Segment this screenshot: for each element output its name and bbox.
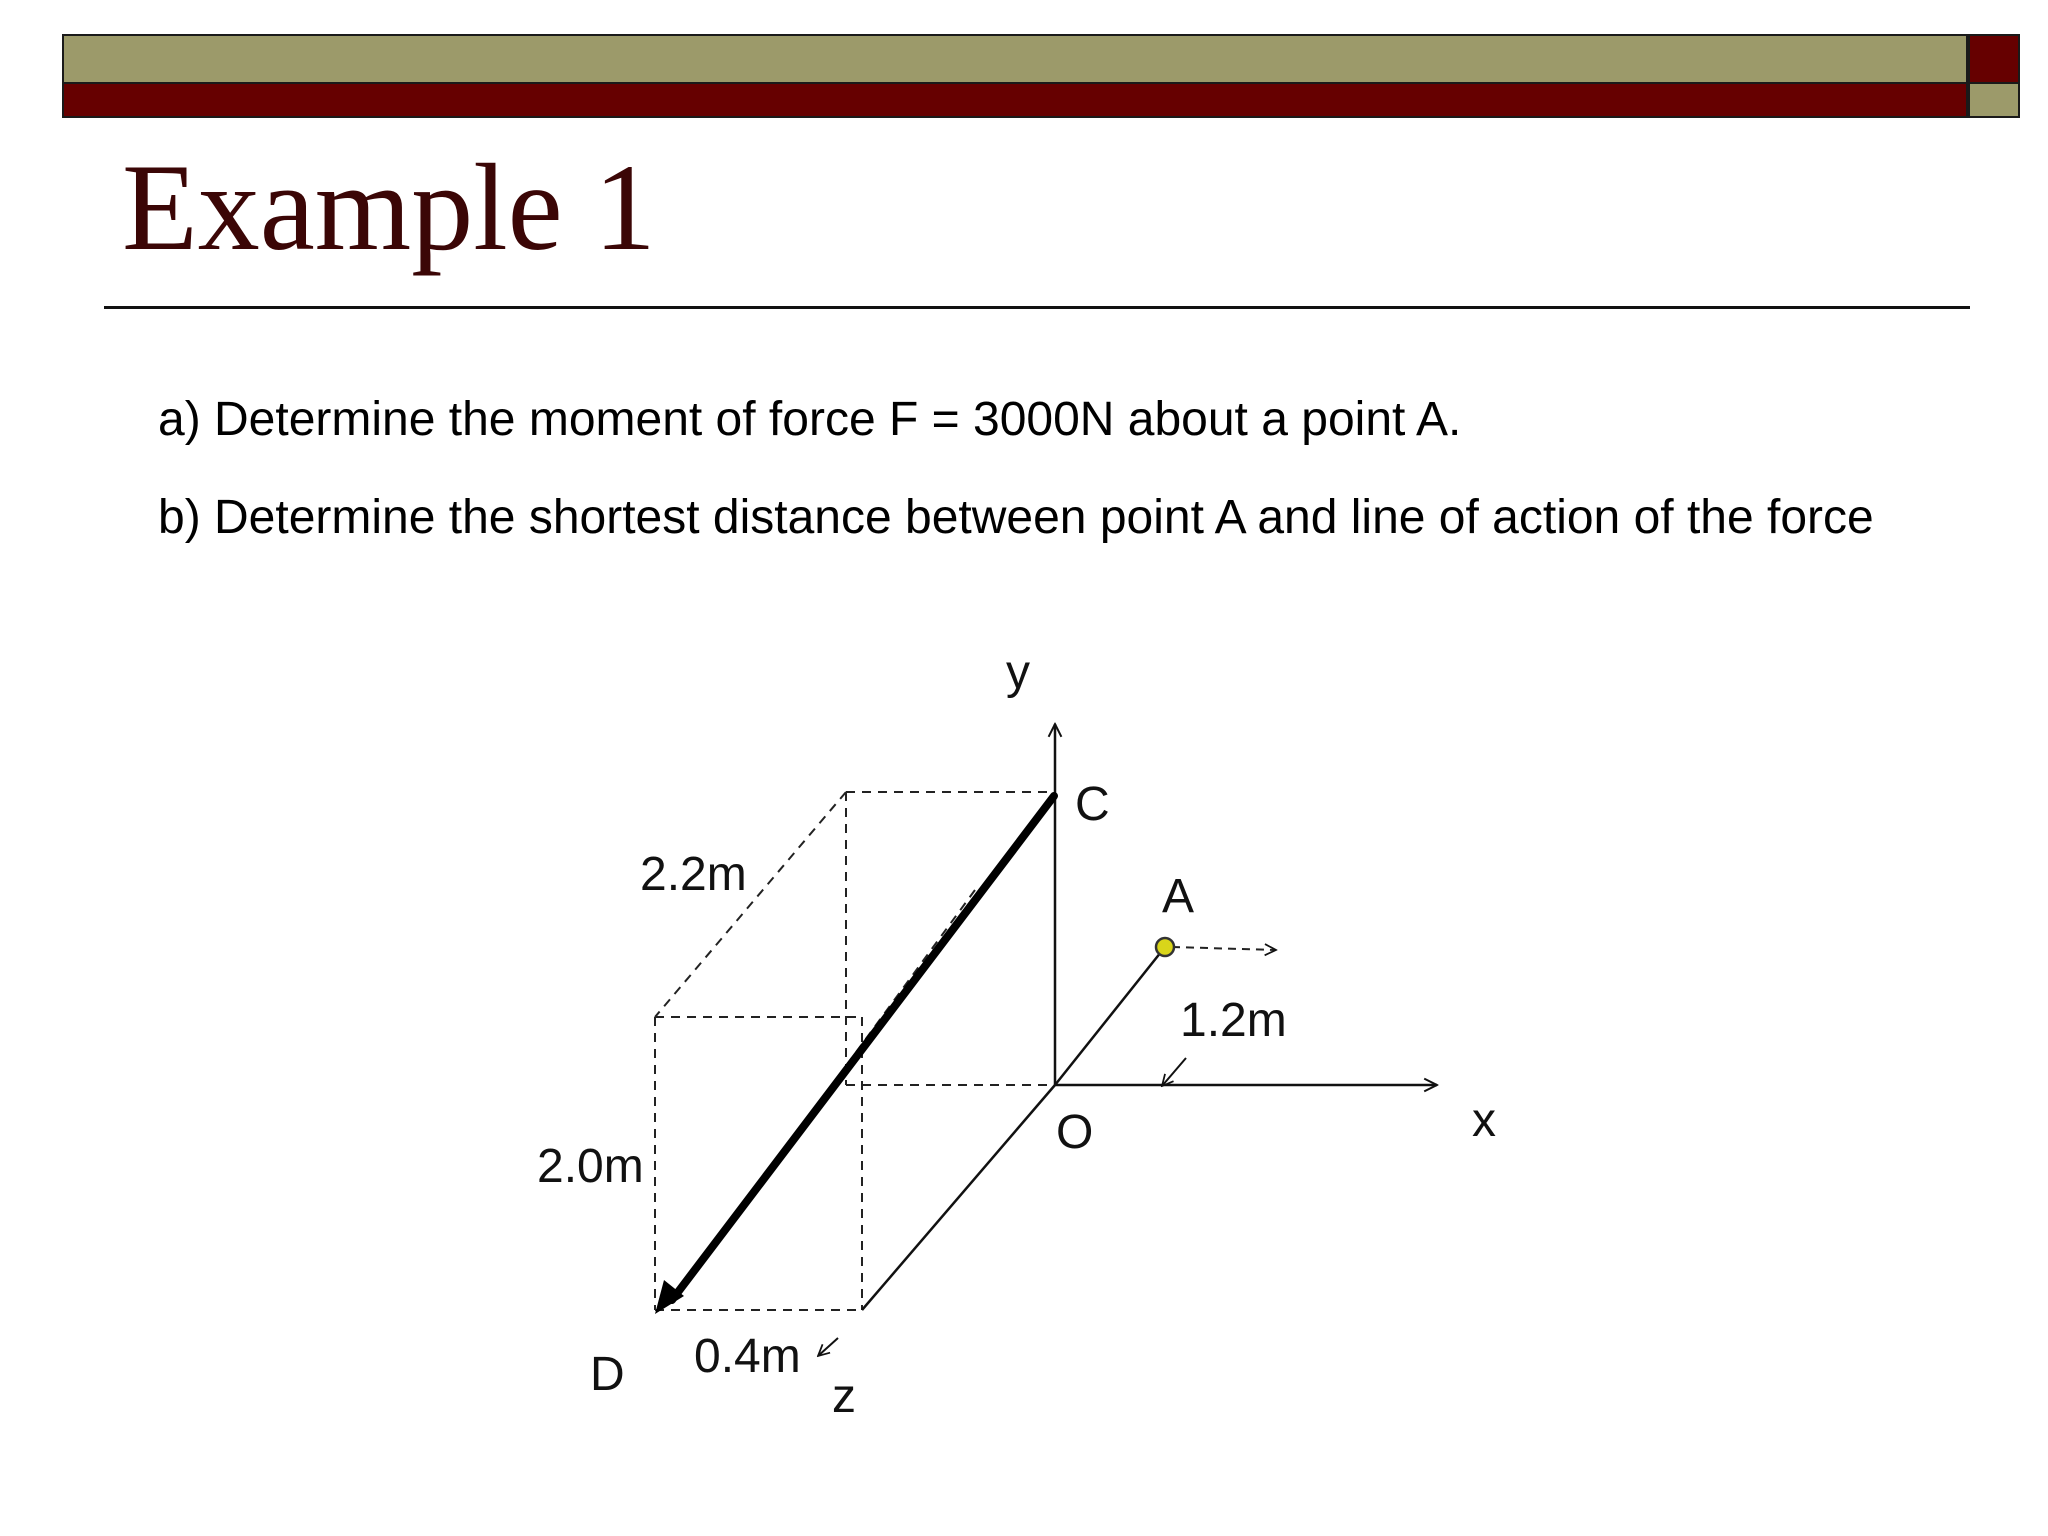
point-d-label: D [590,1348,625,1401]
point-a-marker [1156,938,1174,956]
question-b: b) Determine the shortest distance between point A and line of action of the force [158,491,1874,544]
origin-label: O [1056,1106,1094,1159]
a-offset-dashed-arrow [1172,947,1276,950]
point-a-label: A [1162,870,1195,923]
line-o-to-a [1055,947,1165,1085]
z-axis [862,1085,1055,1310]
height-dimension-label: 2.0m [537,1140,644,1193]
x-axis-label: x [1472,1094,1496,1147]
box-edge-top-left [655,792,846,1017]
a-offset-dimension-label: 1.2m [1180,994,1287,1047]
slide-title: Example 1 [122,139,656,276]
width-dimension-label: 2.2m [640,848,747,901]
y-axis-label: y [1006,646,1030,699]
z-axis-label: z [832,1370,856,1423]
question-a: a) Determine the moment of force F = 3000N about a point A. [158,393,1462,446]
depth-dimension-label: 0.4m [694,1330,801,1383]
a-offset-arrow-lower [1162,1058,1186,1086]
point-c-label: C [1075,778,1110,831]
depth-arrow [818,1338,838,1356]
